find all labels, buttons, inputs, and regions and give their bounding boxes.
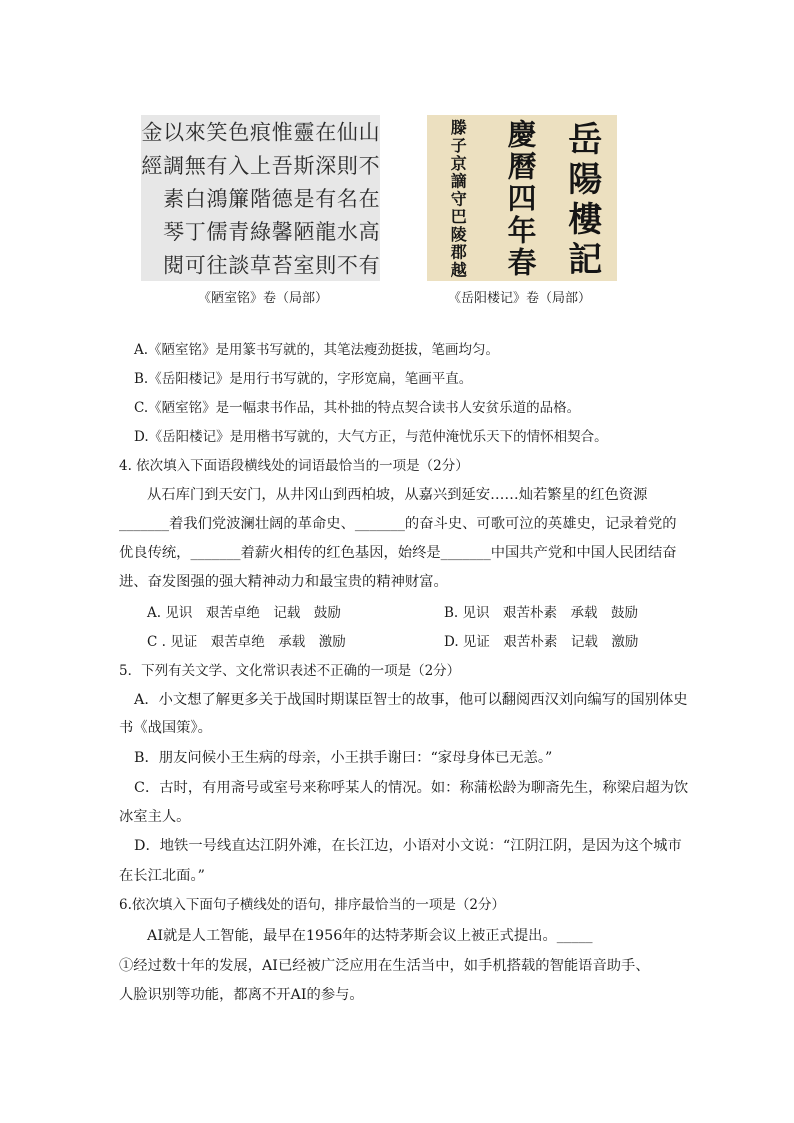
q6-item-1-line-1: ①经过数十年的发展，AI已经被广泛应用在生活当中，如手机搭载的智能语音助手、	[119, 958, 650, 974]
brush-glyph: 四	[507, 181, 537, 216]
seal-glyph: 以	[163, 120, 185, 145]
seal-glyph: 丁	[184, 220, 206, 245]
seal-glyph: 綠	[250, 220, 271, 245]
q4-option-d: D. 见证 艰苦朴素 记载 激励	[444, 634, 639, 650]
seal-glyph: 入	[228, 153, 250, 178]
seal-glyph: 草	[250, 253, 271, 278]
q6-sentence: AI就是人工智能，最早在1956年的达特茅斯会议上被正式提出。_____	[147, 928, 593, 944]
seal-glyph: 苔	[271, 253, 293, 278]
seal-glyph: 靈	[293, 120, 315, 145]
q4-option-c: C . 见证 艰苦卓绝 承载 激励	[147, 634, 346, 650]
seal-glyph: 上	[250, 153, 271, 178]
q4-passage-line-2: _______着我们党波澜壮阔的革命史、_______的奋斗史、可歌可泣的英雄史，记录着党的	[119, 516, 677, 532]
brush-glyph: 春	[507, 245, 537, 280]
seal-glyph: 金	[141, 120, 163, 145]
brush-glyph: 滕	[450, 118, 467, 138]
brush-glyph: 陵	[450, 224, 467, 244]
brush-glyph: 記	[568, 240, 603, 280]
q5-option-b: B．朋友问候小王生病的母亲，小王拱手谢曰：“家母身体已无恙。”	[134, 750, 553, 766]
seal-glyph: 可	[184, 253, 206, 278]
seal-glyph: 名	[336, 187, 358, 211]
seal-glyph: 無	[184, 153, 206, 178]
seal-glyph: 仙	[336, 120, 358, 145]
q6-stem: 6.依次填入下面句子横线处的语句，排序最恰当的一项是（2分）	[119, 897, 505, 913]
seal-glyph: 陋	[293, 220, 315, 245]
seal-glyph: 鴻	[206, 187, 228, 211]
seal-glyph: 山	[358, 120, 380, 145]
seal-glyph: 色	[228, 120, 250, 145]
q3-option-a: A.《陋室铭》是用篆书写就的，其笔法瘦劲挺拔，笔画均匀。	[134, 342, 500, 358]
seal-glyph: 龍	[315, 220, 337, 245]
seal-glyph: 則	[315, 253, 337, 278]
q5-option-d-line-2: 在长江北面。”	[119, 868, 205, 884]
seal-script-calligraphy	[141, 115, 380, 281]
seal-glyph: 經	[141, 153, 163, 178]
seal-glyph: 斯	[293, 153, 315, 178]
running-script-image	[427, 115, 617, 281]
brush-glyph: 樓	[568, 200, 603, 240]
seal-glyph: 來	[184, 120, 206, 145]
q4-option-a: A. 见识 艰苦卓绝 记载 鼓励	[147, 605, 341, 621]
q4-option-b: B. 见识 艰苦朴素 承载 鼓励	[444, 605, 639, 621]
seal-glyph: 則	[336, 153, 358, 178]
brush-glyph: 守	[450, 189, 467, 209]
seal-glyph: 往	[206, 253, 228, 278]
seal-glyph: 是	[293, 187, 315, 211]
seal-glyph: 儒	[206, 220, 228, 245]
seal-glyph: 室	[293, 253, 315, 278]
brush-glyph: 慶	[507, 117, 537, 152]
seal-glyph: 惟	[271, 120, 293, 145]
seal-glyph: 青	[228, 220, 250, 245]
seal-script-image	[141, 115, 380, 281]
seal-glyph: 素	[163, 187, 185, 211]
q6-item-1-line-2: 人脸识别等功能，都离不开AI的参与。	[119, 987, 364, 1003]
seal-glyph: 高	[358, 220, 380, 245]
q3-option-d: D.《岳阳楼记》是用楷书写就的，大气方正，与范仲淹忧乐天下的情怀相契合。	[134, 429, 608, 445]
q4-stem: 4. 依次填入下面语段横线处的词语最恰当的一项是（2分）	[119, 458, 469, 474]
q5-stem: 5．下列有关文学、文化常识表述不正确的一项是（2分）	[119, 663, 461, 679]
q4-passage-line-4: 进、奋发图强的强大精神动力和最宝贵的精神财富。	[119, 574, 448, 590]
seal-glyph: 吾	[271, 153, 293, 178]
running-script-calligraphy	[427, 115, 617, 281]
seal-glyph: 白	[184, 187, 206, 211]
seal-glyph: 在	[315, 120, 337, 145]
seal-glyph: 水	[336, 220, 358, 245]
q3-option-c: C.《陋室铭》是一幅隶书作品，其朴拙的特点契合读书人安贫乐道的品格。	[134, 400, 581, 416]
seal-glyph: 深	[315, 153, 337, 178]
brush-glyph: 陽	[568, 160, 603, 200]
left-figure-caption: 《陋室铭》卷（局部）	[198, 291, 329, 306]
q4-passage-line-1: 从石库门到天安门，从井冈山到西柏坡，从嘉兴到延安……灿若繁星的红色资源	[147, 487, 648, 503]
seal-glyph: 不	[336, 253, 358, 278]
brush-glyph: 京	[450, 153, 467, 173]
brush-glyph: 岳	[568, 120, 603, 160]
right-figure-caption: 《岳阳楼记》卷（局部）	[448, 291, 592, 306]
seal-glyph: 笑	[206, 120, 228, 145]
seal-glyph: 德	[271, 187, 293, 211]
q4-passage-line-3: 优良传统，_______着薪火相传的红色基因，始终是_______中国共产党和中国人民团结奋	[119, 545, 677, 561]
brush-glyph: 子	[450, 136, 467, 155]
q5-option-a-line-2: 书《战国策》。	[119, 720, 212, 736]
seal-glyph: 痕	[250, 120, 271, 145]
seal-glyph: 有	[358, 253, 380, 278]
brush-glyph: 年	[507, 213, 537, 248]
q5-option-c-line-1: C．古时，有用斋号或室号来称呼某人的情况。如：称蒲松龄为聊斋先生，称梁启超为饮	[134, 780, 689, 796]
seal-glyph: 簾	[228, 187, 250, 211]
brush-glyph: 郡	[450, 242, 467, 262]
seal-glyph: 階	[250, 187, 271, 211]
seal-glyph: 閱	[163, 253, 185, 278]
brush-glyph: 謫	[450, 171, 467, 191]
q3-option-b: B.《岳阳楼记》是用行书写就的，字形宽扁，笔画平直。	[134, 371, 473, 387]
brush-glyph: 曆	[507, 149, 537, 184]
seal-glyph: 琴	[163, 220, 185, 245]
seal-glyph: 不	[358, 153, 380, 178]
q5-option-a-line-1: A．小文想了解更多关于战国时期谋臣智士的故事，他可以翻阅西汉刘向编写的国别体史	[134, 692, 688, 708]
seal-glyph: 有	[315, 187, 337, 211]
seal-glyph: 在	[358, 187, 380, 211]
seal-glyph: 調	[163, 153, 185, 178]
seal-glyph: 談	[228, 253, 250, 278]
seal-glyph: 馨	[271, 220, 293, 245]
brush-glyph: 巴	[450, 207, 467, 227]
q5-option-c-line-2: 冰室主人。	[119, 809, 191, 825]
seal-glyph: 有	[206, 153, 228, 178]
q5-option-d-line-1: D．地铁一号线直达江阴外滩，在长江边，小语对小文说：“江阴江阴，是因为这个城市	[134, 838, 682, 854]
brush-glyph: 越	[450, 260, 467, 280]
